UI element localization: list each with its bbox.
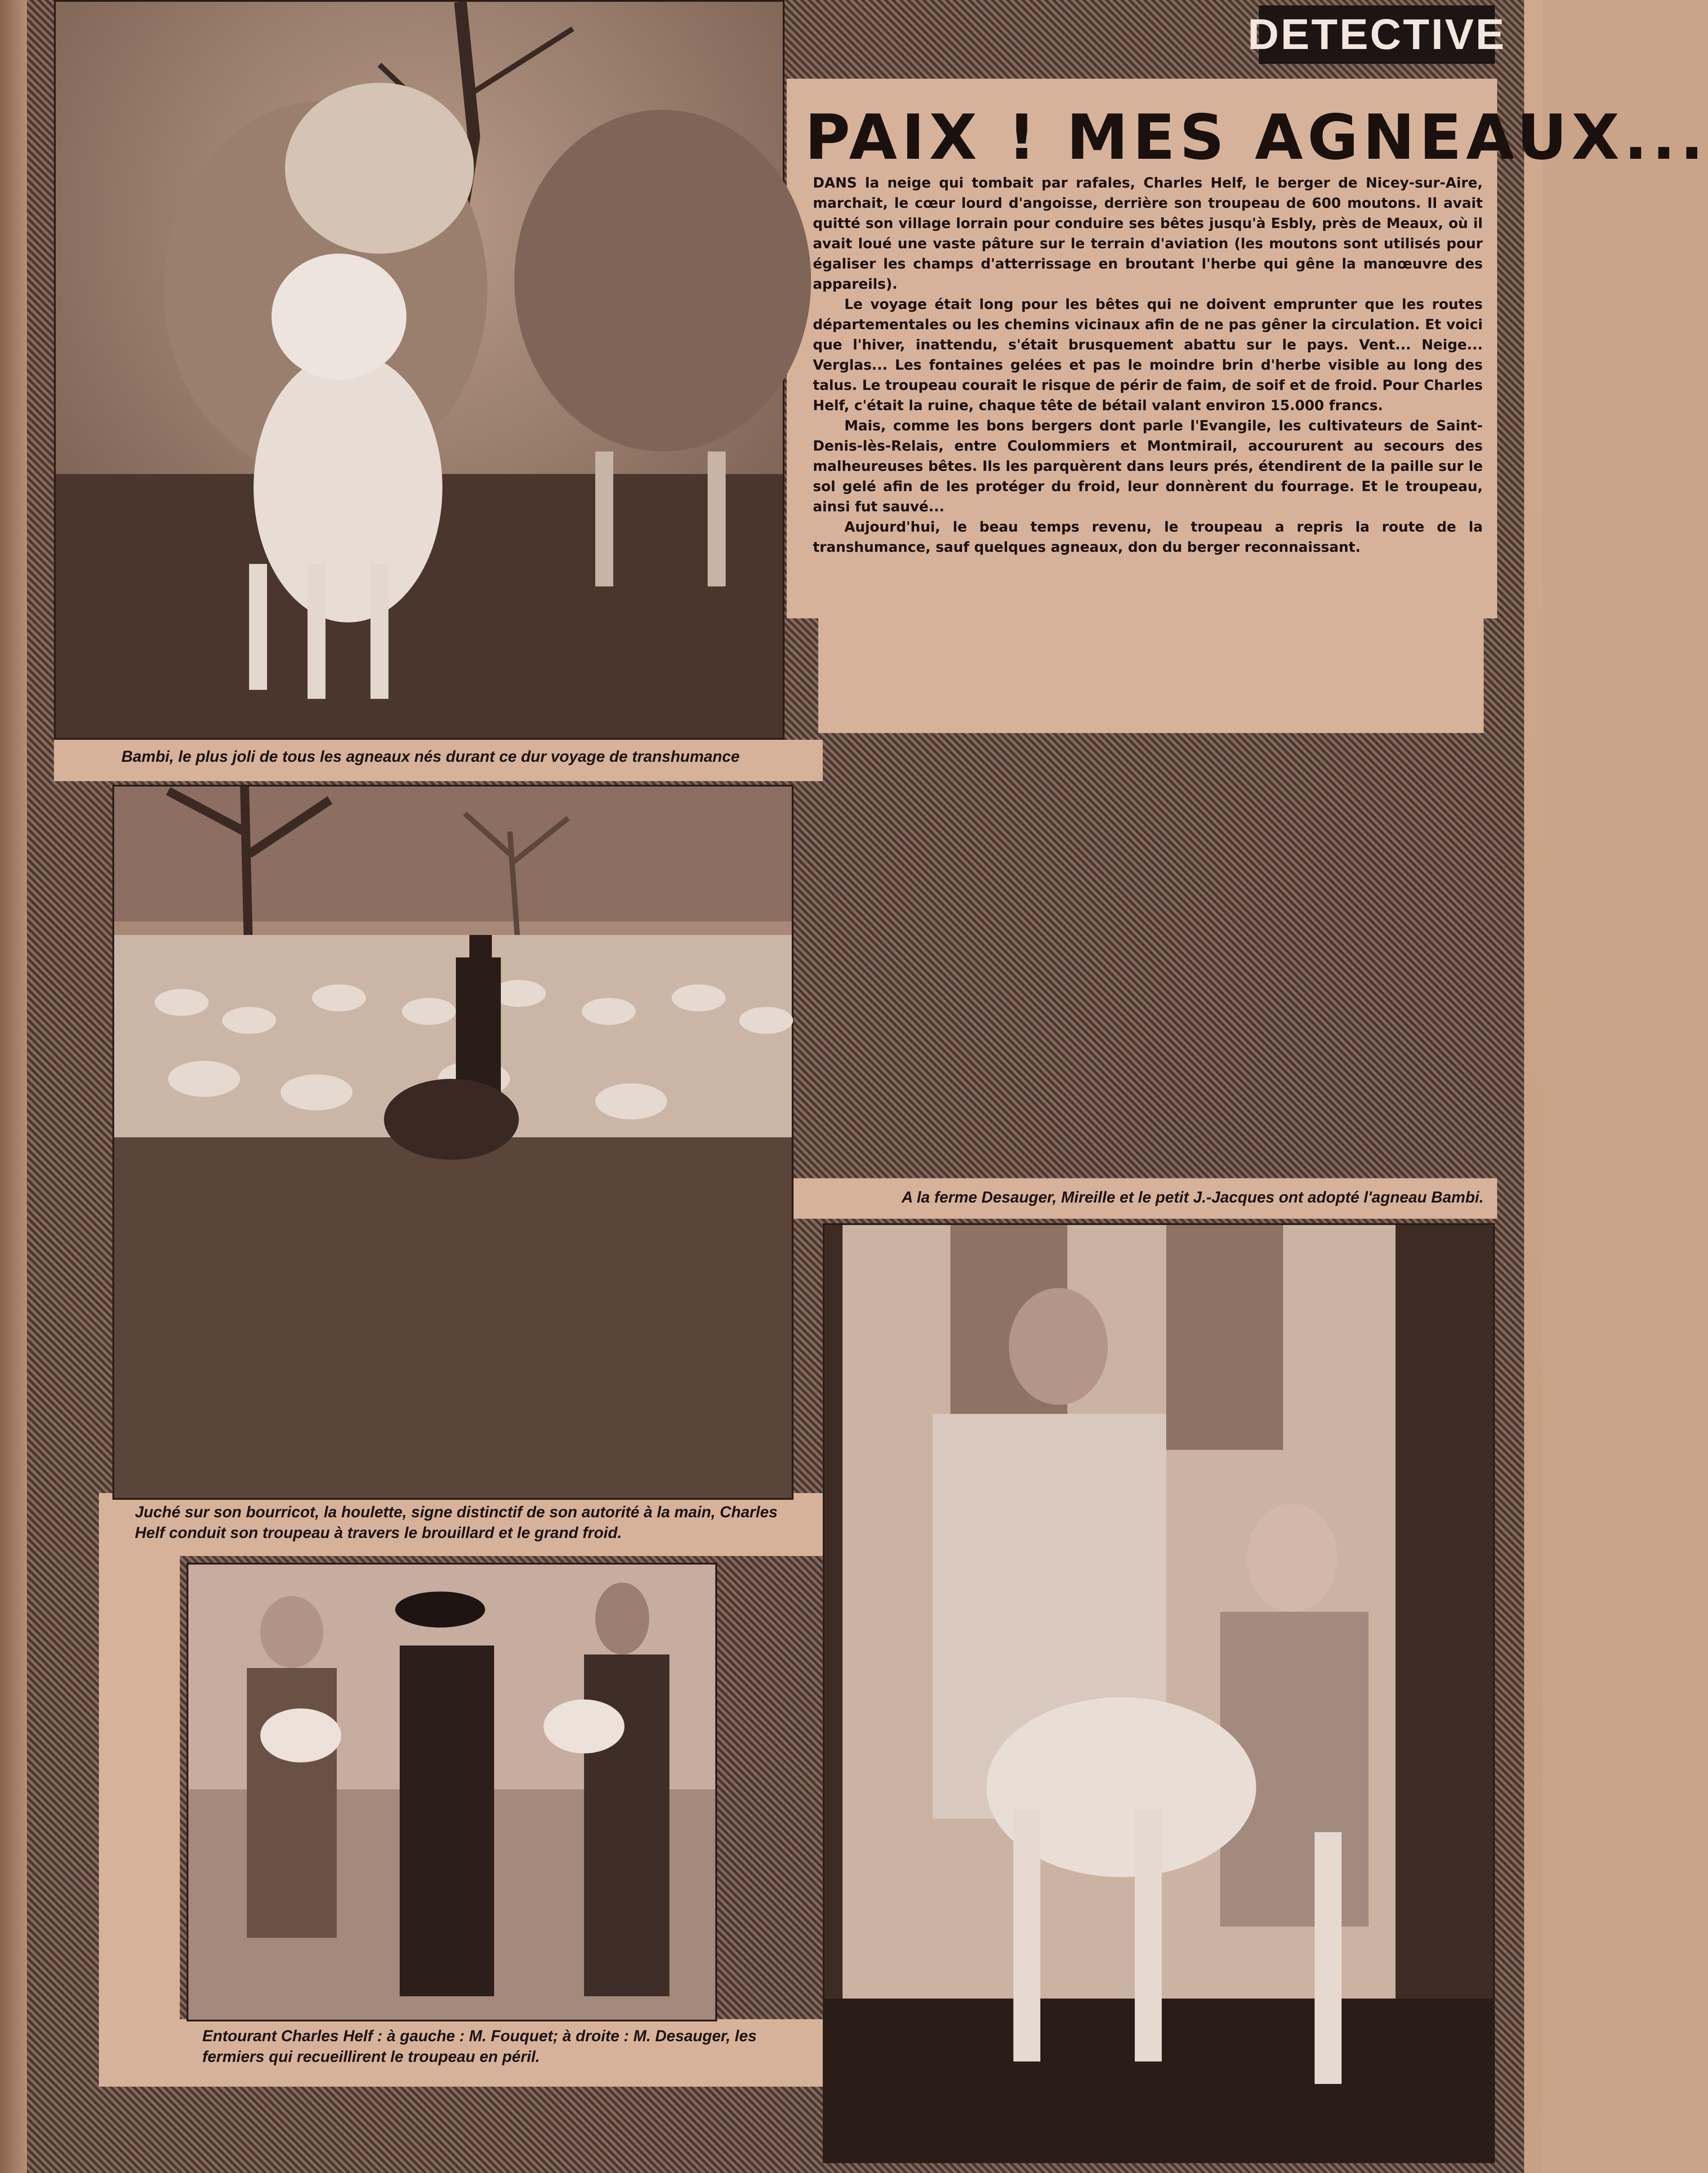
photo-sheep-and-lamb — [54, 0, 785, 740]
article-body — [813, 173, 1483, 623]
sheep-and-lamb-image — [56, 2, 783, 738]
article-paragraph-1: DANS la neige qui tombait par rafales, Charles Helf, le berger de Nicey-sur-Aire, marchait, le cœur lourd d'angoisse, derrière son troupeau de 600 moutons. Il avait quitté son village lorrain pour conduire ses bêtes jusqu'à Esbly, près de Meaux, où il avait loué une vaste pâture sur le terrain d'aviation (les moutons sont utilisés pour égaliser les champs d'atterrissage en broutant l'herbe qui gêne la manœuvre des appareils). — [813, 175, 1483, 292]
caption-farm: A la ferme Desauger, Mireille et le petit J.-Jacques ont adopté l'agneau Bambi. — [901, 1189, 1484, 1206]
article-headline: PAIX ! MES AGNEAUX... — [805, 101, 1708, 174]
article-paragraph-4: Aujourd'hui, le beau temps revenu, le troupeau a repris la route de la transhumance, sauf quelques agneaux, don du berger reconnaissant. — [813, 519, 1483, 555]
caption-bambi: Bambi, le plus joli de tous les agneaux nés durant ce dur voyage de transhumance — [121, 748, 740, 765]
photo-farmers — [187, 1563, 717, 2021]
photo-flock-in-fog — [112, 785, 794, 1500]
flock-image — [114, 787, 792, 1498]
caption-flock: Juché sur son bourricot, la houlette, signe distinctif de son autorité à la main, Charles Helf conduit son troupeau à travers le brouillard et le grand froid. — [135, 1503, 778, 1542]
masthead-logo: DETECTIVE — [1259, 5, 1495, 64]
article-paragraph-3: Mais, comme les bons bergers dont parle l'Evangile, les cultivateurs de Saint-Denis-lès-Relais, entre Coulommiers et Montmirail, accoururent au secours des malheureuses bêtes. Ils les parquèrent dans leurs prés, étendirent de la paille sur le sol gelé afin de les protéger du froid, leur donnèrent du fourrage. Et le troupeau, ainsi fut sauvé... — [813, 418, 1483, 515]
caption-farmers: Entourant Charles Helf : à gauche : M. Fouquet; à droite : M. Desauger, les fermiers qui recueillirent le troupeau en péril. — [202, 2027, 757, 2066]
left-margin-panel — [99, 1556, 180, 2087]
page-edge — [0, 0, 27, 2173]
farmers-image — [188, 1565, 715, 2020]
article-paragraph-2: Le voyage était long pour les bêtes qui ne doivent emprunter que les routes départementales ou les chemins vicinaux afin de ne pas gêner la circulation. Et voici que l'hiver, inattendu, s'était brusquement abattu sur le pays. Vent... Neige... Verglas... Les fontaines gelées et pas le moindre brin d'herbe visible au long des talus. Le troupeau courait le risque de périr de faim, de soif et de froid. Pour Charles Helf, c'était la ruine, chaque tête de bétail valant environ 15.000 francs. — [813, 296, 1483, 414]
farm-image — [825, 1225, 1493, 2161]
photo-woman-child-lamb — [823, 1223, 1495, 2163]
